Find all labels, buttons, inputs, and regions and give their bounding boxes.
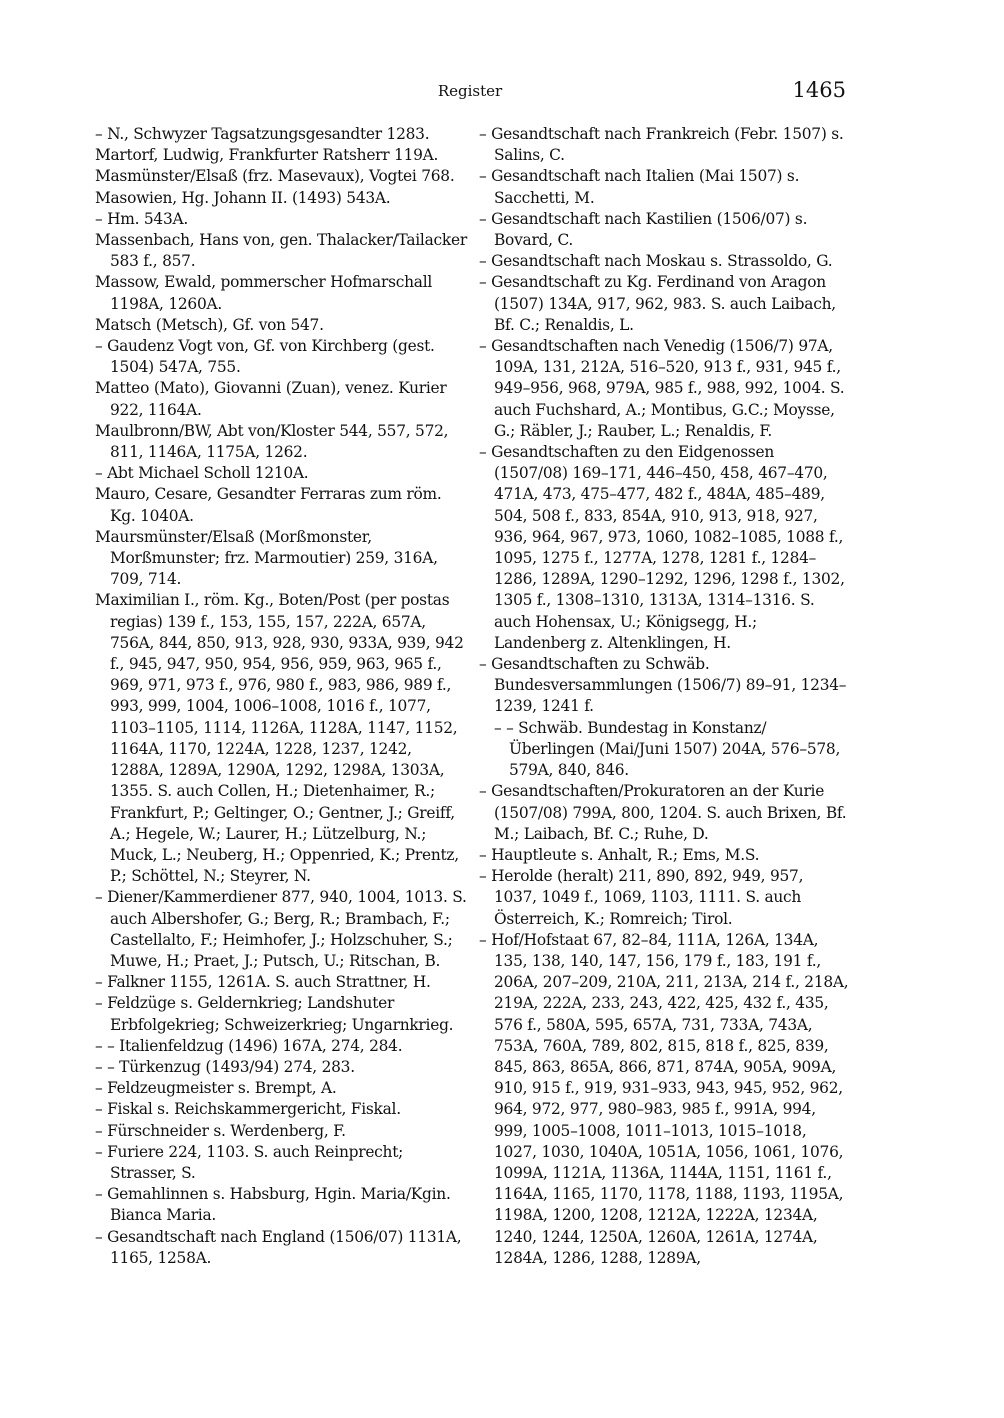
page-number: 1465 xyxy=(792,78,846,102)
index-entry: – Gesandtschaften zu Schwäb. Bundesversammlungen (1506/7) 89–91, 1234–1239, 1241 f. xyxy=(479,655,847,716)
index-entry: – Gesandtschaften nach Venedig (1506/7) 97A, 109A, 131, 212A, 516–520, 913 f., 931, 945 f., 949–956, 968, 979A, 985 f., 988, 992, 1004. S. auch Fuchshard, A.; Montibus, G.C.; Moysse, G.; Räbler, J.; Rauber, L.; Renaldis, F. xyxy=(479,337,845,440)
index-entry: Maursmünster/Elsaß (Morßmonster, Morßmunster; frz. Marmoutier) 259, 316A, 709, 714. xyxy=(95,527,438,589)
index-entry: Matteo (Mato), Giovanni (Zuan), venez. Kurier 922, 1164A. xyxy=(95,379,447,419)
index-entry: – Fürschneider s. Werdenberg, F. xyxy=(95,1121,346,1140)
index-entry: – Gemahlinnen s. Habsburg, Hgin. Maria/Kgin. Bianca Maria. xyxy=(95,1185,451,1225)
index-entry: – Herolde (heralt) 211, 890, 892, 949, 957, 1037, 1049 f., 1069, 1103, 1111. S. auch Österreich, K.; Romreich; Tirol. xyxy=(479,867,804,928)
index-entry: Masowien, Hg. Johann II. (1493) 543A. xyxy=(95,188,391,207)
index-entry: – Gesandtschaft nach Frankreich (Febr. 1507) s. Salins, C. xyxy=(479,125,844,165)
index-entry: Mauro, Cesare, Gesandter Ferraras zum röm. Kg. 1040A. xyxy=(95,485,442,525)
index-entry: – Diener/Kammerdiener 877, 940, 1004, 1013. S. auch Albershofer, G.; Berg, R.; Brambach, F.; Castellalto, F.; Heimhofer, J.; Holzschuher, S.; Muwe, H.; Praet, J.; Putsch, U.; Ritschan, B. xyxy=(95,888,467,970)
index-entry: – Fiskal s. Reichskammergericht, Fiskal. xyxy=(95,1100,401,1119)
index-entry: – Gaudenz Vogt von, Gf. von Kirchberg (gest. 1504) 547A, 755. xyxy=(95,337,435,377)
index-entry: Massow, Ewald, pommerscher Hofmarschall 1198A, 1260A. xyxy=(95,273,433,313)
index-entry: – – Italienfeldzug (1496) 167A, 274, 284. xyxy=(95,1036,403,1055)
index-entry: Masmünster/Elsaß (frz. Masevaux), Vogtei 768. xyxy=(95,167,455,186)
index-entry: – Feldzeugmeister s. Brempt, A. xyxy=(95,1079,337,1098)
index-entry: – N., Schwyzer Tagsatzungsgesandter 1283. xyxy=(95,125,430,143)
index-entry: Maulbronn/BW, Abt von/Kloster 544, 557, 572, 811, 1146A, 1175A, 1262. xyxy=(95,421,449,462)
index-entry: Martorf, Ludwig, Frankfurter Ratsherr 119A. xyxy=(95,146,439,165)
index-entry: Maximilian I., röm. Kg., Boten/Post (per postas regias) 139 f., 153, 155, 157, 222A, 657A, 756A, 844, 850, 913, 928, 930, 933A, 939, 942 f., 945, 947, 950, 954, 956, 959, 963, 965 f., 969, 971, 973 f., 976, 980 f., 983, 986, 989 f., 993, 999, 1004, 1006–1008, 1016 f., 1077, 1103–1105, 1114, 1126A, 1128A, 1147, 1152, 1164A, 1170, 1224A, 1228, 1237, 1242, 1288A, 1289A, 1290A, 1292, 1298A, 1303A, 1355. S. auch Collen, H.; Dietenhaimer, R.; Frankfurt, P.; Geltinger, O.; Gentner, J.; Greiff, A.; Hegele, W.; Laurer, H.; Lützelburg, N.; Muck, L.; Neuberg, H.; Oppenried, K.; Prentz, P.; Schöttel, N.; Steyrer, N. xyxy=(95,591,464,886)
index-entry: – Gesandtschaft nach Moskau s. Strassoldo, G. xyxy=(479,252,833,271)
index-entry: – Feldzüge s. Geldernkrieg; Landshuter Erbfolgekrieg; Schweizerkrieg; Ungarnkrieg. xyxy=(95,994,454,1034)
running-header-title: Register xyxy=(437,82,503,100)
right-column xyxy=(479,124,849,1269)
index-entry: – Gesandtschaften/Prokuratoren an der Kurie (1507/08) 799A, 800, 1204. S. auch Brixen, Bf. M.; Laibach, Bf. C.; Ruhe, D. xyxy=(479,782,847,843)
index-entry: – Hauptleute s. Anhalt, R.; Ems, M.S. xyxy=(479,845,760,864)
index-entry: – Hm. 543A. xyxy=(95,209,189,228)
index-entry: – Hof/Hofstaat 67, 82–84, 111A, 126A, 134A, 135, 138, 140, 147, 156, 179 f., 183, 191 f., 206A, 207–209, 210A, 211, 213A, 214 f., 218A, 219A, 222A, 233, 243, 422, 425, 432 f., 435, 576 f., 580A, 595, 657A, 731, 733A, 743A, 753A, 760A, 789, 802, 815, 818 f., 825, 839, 845, 863, 865A, 866, 871, 874A, 905A, 909A, 910, 915 f., 919, 931–933, 943, 945, 952, 962, 964, 972, 977, 980–983, 985 f., 991A, 994, 999, 1005–1008, 1011–1013, 1015–1018, 1027, 1030, 1040A, 1051A, 1056, 1061, 1076, 1099A, 1121A, 1136A, 1144A, 1151, 1161 f., 1164A, 1165, 1170, 1178, 1188, 1193, 1195A, 1198A, 1200, 1208, 1212A, 1222A, 1234A, 1240, 1244, 1250A, 1260A, 1261A, 1274A, 1284A, 1286, 1288, 1289A, xyxy=(479,930,849,1267)
index-entry: Matsch (Metsch), Gf. von 547. xyxy=(95,315,324,334)
index-entry: – Gesandtschaft zu Kg. Ferdinand von Aragon (1507) 134A, 917, 962, 983. S. auch Laibach, Bf. C.; Renaldis, L. xyxy=(479,273,836,334)
index-entry: – – Türkenzug (1493/94) 274, 283. xyxy=(95,1057,355,1076)
index-entry: – – Schwäb. Bundestag in Konstanz/Überlingen (Mai/Juni 1507) 204A, 576–578, 579A, 840, 846. xyxy=(494,718,841,780)
index-entry: – Falkner 1155, 1261A. S. auch Strattner, H. xyxy=(95,973,431,992)
index-entry: – Gesandtschaft nach Kastilien (1506/07) s. Bovard, C. xyxy=(479,209,808,250)
index-entry: – Furiere 224, 1103. S. auch Reinprecht; Strasser, S. xyxy=(95,1142,404,1182)
index-entry: – Gesandtschaft nach Italien (Mai 1507) s. Sacchetti, M. xyxy=(479,167,800,207)
index-entry: Massenbach, Hans von, gen. Thalacker/Tailacker 583 f., 857. xyxy=(95,231,467,271)
left-column xyxy=(95,124,467,1269)
index-entry: – Gesandtschaft nach England (1506/07) 1131A, 1165, 1258A. xyxy=(95,1227,462,1267)
index-entry: – Abt Michael Scholl 1210A. xyxy=(95,464,309,483)
index-entry: – Gesandtschaften zu den Eidgenossen (1507/08) 169–171, 446–450, 458, 467–470, 471A, 473, 475–477, 482 f., 484A, 485–489, 504, 508 f., 833, 854A, 910, 913, 918, 927, 936, 964, 967, 973, 1060, 1082–1085, 1088 f., 1095, 1275 f., 1277A, 1278, 1281 f., 1284–1286, 1289A, 1290–1292, 1296, 1298 f., 1302, 1305 f., 1308–1310, 1313A, 1314–1316. S. auch Hohensax, U.; Königsegg, H.; Landenberg z. Altenklingen, H. xyxy=(479,443,845,652)
